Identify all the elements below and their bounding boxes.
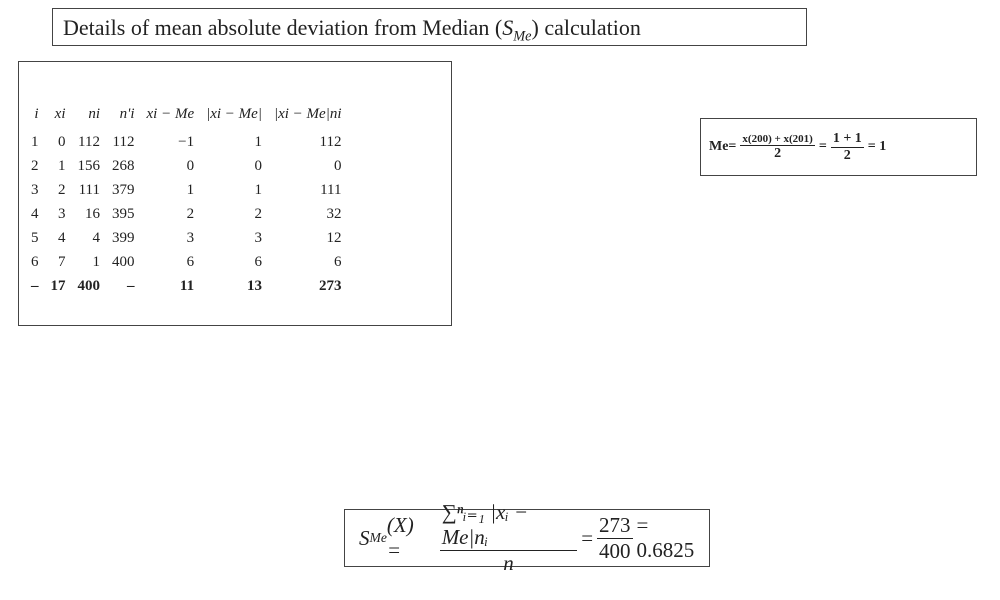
table-cell: 1 [186,181,195,198]
sme-argument: (X) = [386,513,414,562]
table-cell: 0 [186,157,195,174]
sme-fraction-1 [440,500,578,576]
median-lhs: Me= [709,139,737,154]
table-cell: 6 [31,253,39,270]
table-cell: 112 [78,133,100,150]
table-row [25,250,347,274]
table-cell: 1 [92,253,100,270]
table-cell: 0 [58,133,66,150]
table-cell: 16 [85,205,100,222]
fraction-numerator: ∑ⁿᵢ₌₁ |xᵢ − Me|nᵢ [440,500,578,551]
sme-symbol: S [359,525,370,550]
table-cell: 112 [112,133,135,150]
column-header: ni [88,105,100,122]
table-cell: 7 [58,253,66,270]
table-cell: 1 [254,181,262,198]
table-cell: 4 [31,205,39,222]
sme-fraction-2 [597,513,633,564]
median-formula [700,118,977,176]
table-cell: 3 [186,229,195,246]
table-cell: 2 [254,205,262,222]
table-cell: 395 [112,205,135,222]
total-cell: 11 [179,277,195,294]
median-result: = 1 [867,139,887,154]
table-row [25,178,347,202]
total-cell: 273 [318,277,342,294]
fraction-denominator: 2 [774,145,782,161]
table-cell: 379 [112,181,135,198]
title-suffix: ) calculation [531,15,641,40]
table-cell: 2 [31,157,39,174]
total-cell: – [127,277,135,294]
table-cell: 400 [112,253,135,270]
fraction-numerator: 1 + 1 [832,130,862,146]
column-header: |xi − Me| [206,105,262,122]
table-row [25,226,347,250]
table-cell: 3 [254,229,262,246]
title-subscript: Me [513,28,532,45]
deviation-table [25,98,347,298]
table-cell: 156 [77,157,100,174]
table-cell: 111 [320,181,342,198]
table-cell: 1 [31,133,39,150]
table-row [25,154,347,178]
title-prefix: Details of mean absolute deviation from Median ( [63,15,503,40]
table-cell: 2 [186,205,195,222]
table-cell: 4 [58,229,66,246]
sme-formula [344,500,710,575]
total-cell: 17 [50,277,66,294]
deviation-table-box [18,61,452,326]
table-cell: 5 [31,229,39,246]
fraction-numerator: x(200) + x(201) [742,132,813,145]
fraction-numerator: 273 [599,512,631,537]
fraction-denominator: n [503,551,514,575]
equals-sign: = [581,525,594,550]
table-cell: 1 [254,133,262,150]
table-cell: 2 [58,181,66,198]
table-row [25,202,347,226]
total-row [25,274,347,298]
column-header: n'i [119,105,135,122]
table-cell: 111 [78,181,100,198]
table-cell: 268 [112,157,135,174]
title-symbol: S [502,15,514,40]
equals-sign: = [818,139,827,154]
median-fraction-2 [831,131,864,164]
table-cell: 399 [112,229,135,246]
table-row [25,130,347,154]
table-cell: 1 [58,157,66,174]
table-cell: 6 [254,253,262,270]
fraction-denominator: 2 [843,147,851,163]
table-cell: 12 [326,229,342,246]
total-cell: 400 [77,277,100,294]
figure-title [52,8,807,46]
table-cell: 112 [319,133,342,150]
table-cell: 0 [333,157,342,174]
table-cell: 32 [326,205,342,222]
table-cell: 4 [92,229,100,246]
column-header: xi − Me [146,105,195,122]
total-cell: – [31,277,39,294]
column-header: |xi − Me|ni [273,105,342,122]
table-cell: 3 [31,181,39,198]
fraction-denominator: 400 [599,538,631,563]
sme-subscript: Me [369,530,387,545]
sme-result: = 0.6825 [636,513,695,562]
column-header: i [34,105,39,122]
table-header [25,98,347,130]
median-fraction-1 [740,133,814,162]
table-cell: −1 [178,133,195,150]
table-cell: 6 [186,253,195,270]
total-cell: 13 [246,277,262,294]
column-header: xi [54,105,66,122]
table-cell: 0 [254,157,262,174]
table-cell: 6 [333,253,342,270]
table-cell: 3 [58,205,66,222]
